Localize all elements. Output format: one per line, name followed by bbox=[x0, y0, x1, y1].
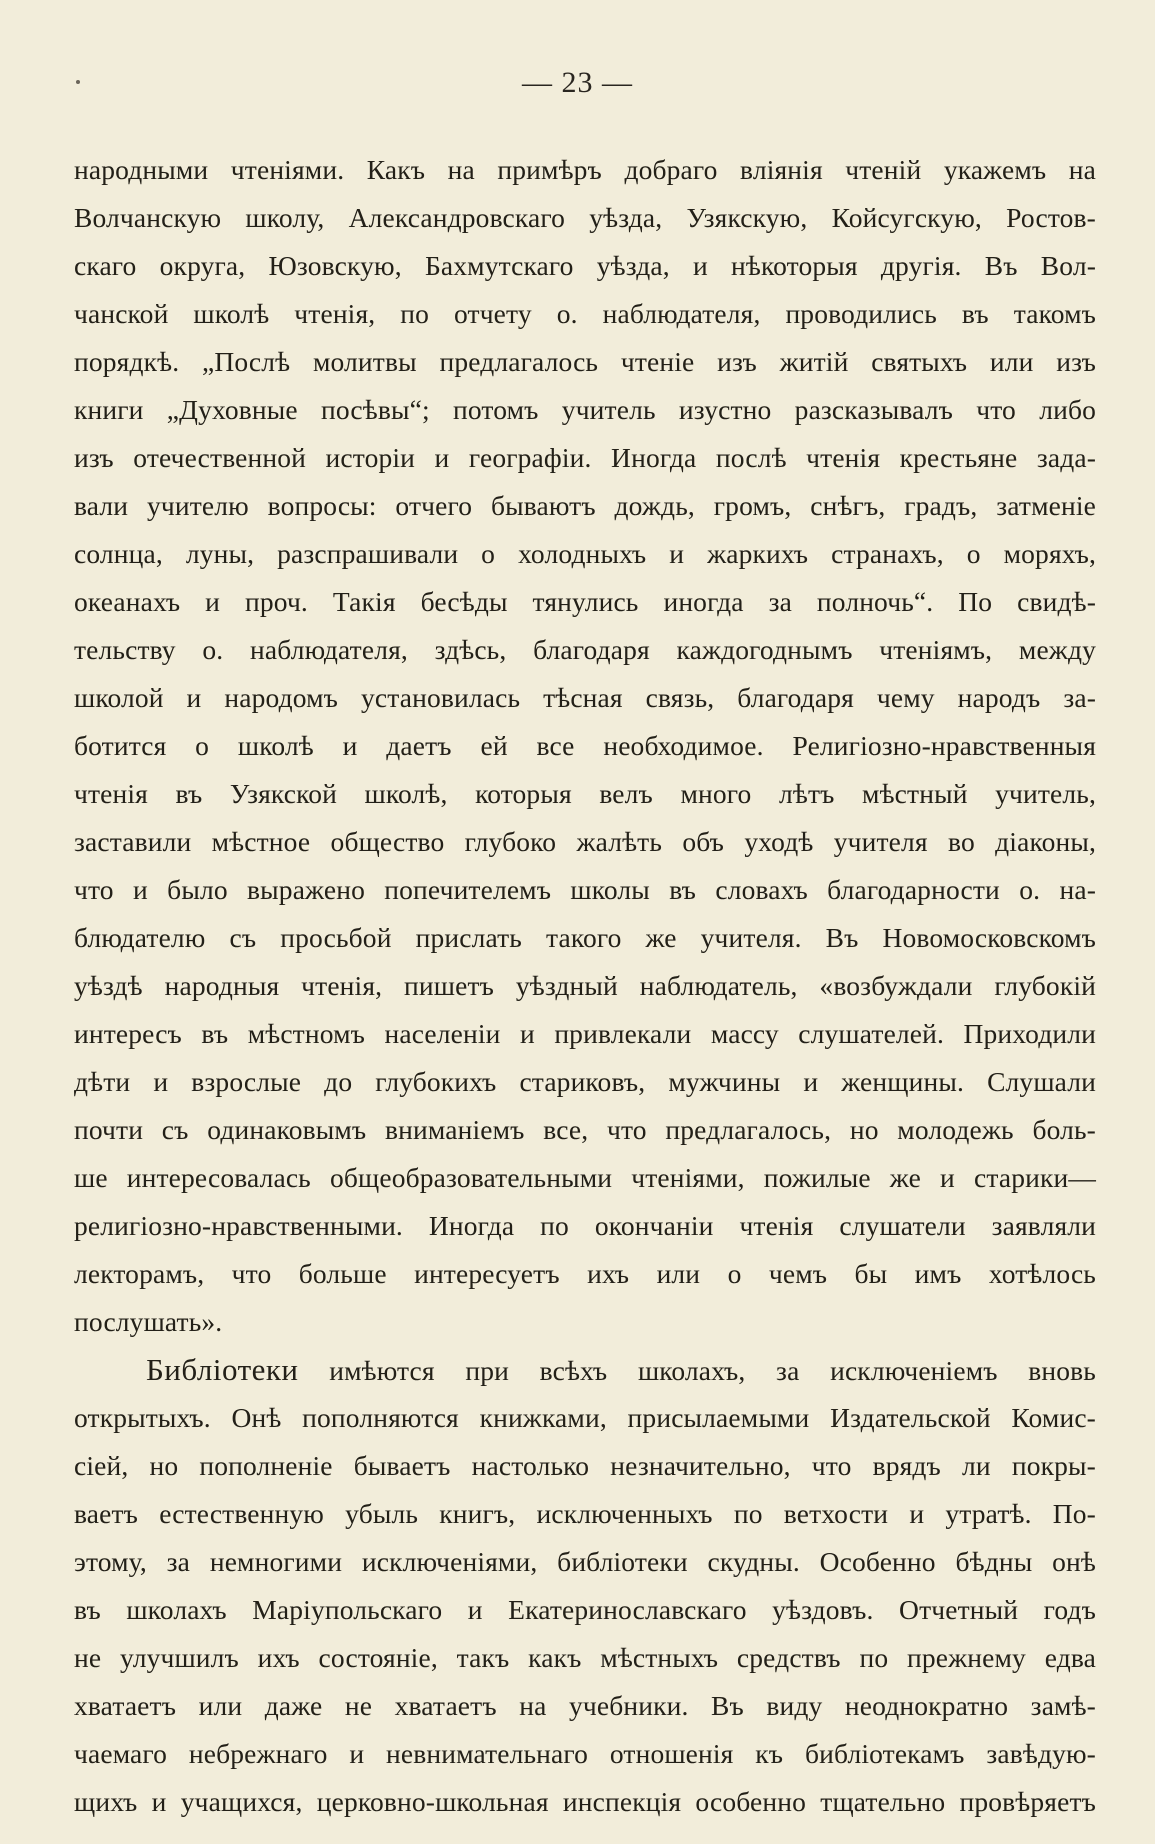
text-line: чанской школѣ чтенія, по отчету о. наблюдателя, проводились въ такомъ bbox=[74, 298, 1096, 329]
text-line: Волчанскую школу, Александровскаго уѣзда, Узякскую, Койсугскую, Ростов- bbox=[74, 202, 1096, 233]
text-line: блюдателю съ просьбой прислать такого же учителя. Въ Новомосковскомъ bbox=[74, 922, 1096, 953]
text-line: порядкѣ. „Послѣ молитвы предлагалось чтеніе изъ житій святыхъ или изъ bbox=[74, 346, 1096, 377]
text-line: лекторамъ, что больше интересуетъ ихъ или о чемъ бы имъ хотѣлось bbox=[74, 1258, 1096, 1289]
text-line: океанахъ и проч. Такія бесѣды тянулись иногда за полночь“. По свидѣ- bbox=[74, 586, 1096, 617]
text-line: книги „Духовные посѣвы“; потомъ учитель изустно разсказывалъ что либо bbox=[74, 394, 1096, 425]
text-line: щихъ и учащихся, церковно-школьная инспекція особенно тщательно провѣряетъ bbox=[74, 1786, 1096, 1817]
body-text bbox=[74, 146, 1096, 1826]
text-line: послушать». bbox=[74, 1306, 223, 1337]
text-line: тельству о. наблюдателя, здѣсь, благодаря каждогоднымъ чтеніямъ, между bbox=[74, 634, 1096, 665]
page-number: — 23 — bbox=[522, 66, 633, 99]
text-line: чаемаго небрежнаго и невнимательнаго отношенія къ библіотекамъ завѣдую- bbox=[74, 1738, 1096, 1769]
text-line: сіей, но пополненіе бываетъ настолько незначительно, что врядъ ли покры- bbox=[74, 1450, 1096, 1481]
text-line: вали учителю вопросы: отчего бываютъ дождь, громъ, снѣгъ, градъ, затменіе bbox=[74, 490, 1096, 521]
text-line: уѣздѣ народныя чтенія, пишетъ уѣздный наблюдатель, «возбуждали глубокій bbox=[74, 970, 1096, 1001]
text-line: интересъ въ мѣстномъ населеніи и привлекали массу слушателей. Приходили bbox=[74, 1018, 1096, 1049]
first-line-rest: имѣются при всѣхъ школахъ, за исключеніемъ вновь bbox=[329, 1355, 1097, 1386]
text-line: изъ отечественной исторіи и географіи. Иногда послѣ чтенія крестьяне зада- bbox=[74, 442, 1096, 473]
text-line: ваетъ естественную убыль книгъ, исключенныхъ по ветхости и утратѣ. По- bbox=[74, 1498, 1096, 1529]
text-line: не улучшилъ ихъ состояніе, такъ какъ мѣстныхъ средствъ по прежнему едва bbox=[74, 1642, 1096, 1673]
text-line: въ школахъ Маріупольскаго и Екатеринославскаго уѣздовъ. Отчетный годъ bbox=[74, 1594, 1096, 1625]
text-line: чтенія въ Узякской школѣ, которыя велъ много лѣтъ мѣстный учитель, bbox=[74, 778, 1096, 809]
text-line: ше интересовалась общеобразовательными чтеніями, пожилые же и старики— bbox=[74, 1162, 1096, 1193]
text-line: дѣти и взрослые до глубокихъ стариковъ, мужчины и женщины. Слушали bbox=[74, 1066, 1096, 1097]
section-lead-word: Библіотеки bbox=[146, 1352, 299, 1387]
text-line: что и было выражено попечителемъ школы въ словахъ благодарности о. на- bbox=[74, 874, 1096, 905]
text-line: хватаетъ или даже не хватаетъ на учебники. Въ виду неоднократно замѣ- bbox=[74, 1690, 1096, 1721]
text-line: скаго округа, Юзовскую, Бахмутскаго уѣзда, и нѣкоторыя другія. Въ Вол- bbox=[74, 250, 1096, 281]
text-line: народными чтеніями. Какъ на примѣръ добраго вліянія чтеній укажемъ на bbox=[74, 154, 1096, 185]
text-line: школой и народомъ установилась тѣсная связь, благодаря чему народъ за- bbox=[74, 682, 1096, 713]
text-line: заставили мѣстное общество глубоко жалѣть объ уходѣ учителя во діаконы, bbox=[74, 826, 1096, 857]
paragraph-first-line bbox=[74, 1346, 1096, 1394]
text-line: солнца, луны, разспрашивали о холодныхъ и жаркихъ странахъ, о моряхъ, bbox=[74, 538, 1096, 569]
text-line: религіозно-нравственными. Иногда по окончаніи чтенія слушатели заявляли bbox=[74, 1210, 1096, 1241]
text-line: открытыхъ. Онѣ пополняются книжками, присылаемыми Издательской Комис- bbox=[74, 1402, 1096, 1433]
text-line: почти съ одинаковымъ вниманіемъ все, что предлагалось, но молодежь боль- bbox=[74, 1114, 1096, 1145]
text-line: ботится о школѣ и даетъ ей все необходимое. Религіозно-нравственныя bbox=[74, 730, 1096, 761]
text-line: этому, за немногими исключеніями, библіотеки скудны. Особенно бѣдны онѣ bbox=[74, 1546, 1096, 1577]
